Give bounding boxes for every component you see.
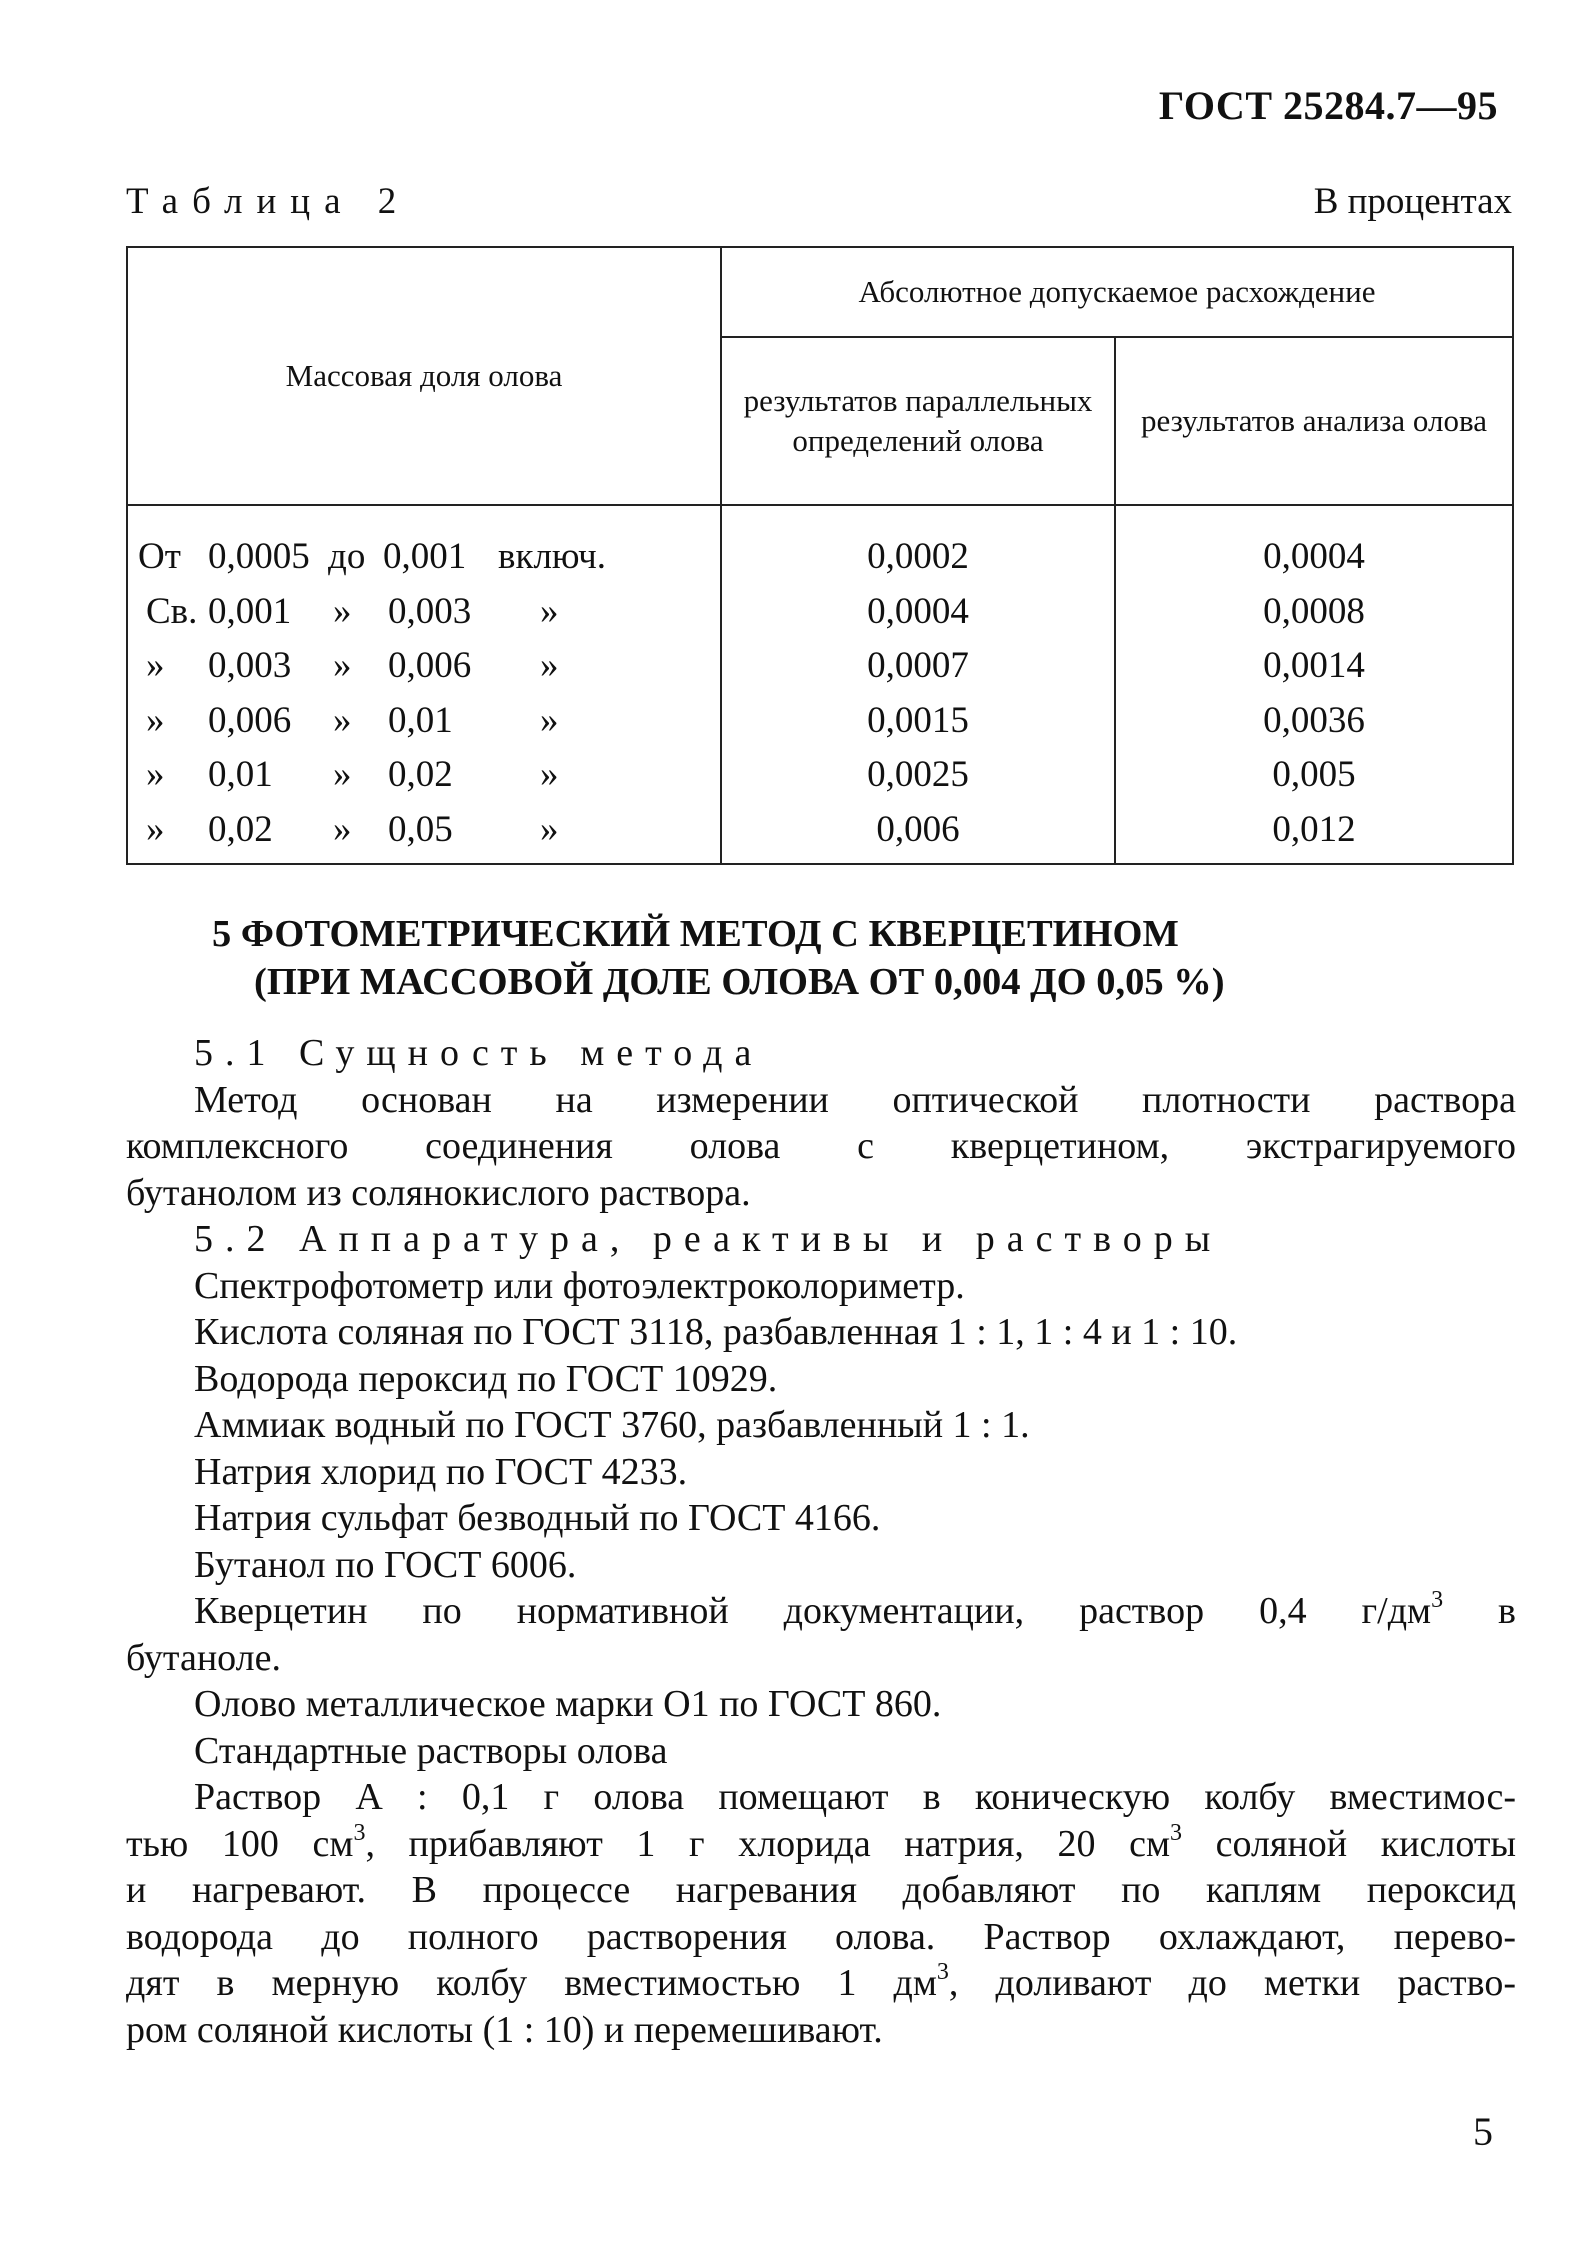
- range-prefix: »: [146, 645, 165, 686]
- mass-fraction-range: [128, 639, 720, 694]
- analysis-value: 0,0008: [1263, 590, 1365, 632]
- subsection-5-2-heading: 5.2 Аппаратура, реактивы и растворы: [194, 1218, 1223, 1260]
- analysis-value: 0,0004: [1263, 536, 1365, 577]
- paragraph-line: бутаноле.: [126, 1636, 281, 1679]
- range-suffix: »: [540, 590, 559, 632]
- header-analysis-results: результатов анализа олова: [1115, 337, 1513, 505]
- table-units: В процентах: [1313, 181, 1512, 222]
- mass-fraction-range: [128, 585, 720, 640]
- range-from: 0,006: [208, 699, 292, 741]
- mass-fraction-range: [128, 748, 720, 803]
- range-mid: »: [333, 645, 352, 686]
- range-to: 0,006: [388, 645, 472, 686]
- paragraph-line: Метод основан на измерении оптической плотности раствора: [194, 1078, 1516, 1121]
- parallel-value: 0,0004: [867, 590, 969, 632]
- range-suffix: »: [540, 808, 559, 850]
- analysis-value: 0,0036: [1263, 699, 1365, 741]
- range-from: 0,01: [208, 754, 273, 795]
- range-suffix: включ.: [498, 536, 607, 577]
- list-item: Натрия сульфат безводный по ГОСТ 4166.: [194, 1497, 881, 1539]
- list-item: Водорода пероксид по ГОСТ 10929.: [194, 1357, 778, 1400]
- range-prefix: Св.: [146, 590, 198, 632]
- list-item: Натрия хлорид по ГОСТ 4233.: [194, 1450, 688, 1493]
- page-number: 5: [1473, 2109, 1493, 2154]
- range-mid: »: [333, 699, 352, 741]
- range-prefix: От: [138, 536, 181, 577]
- parallel-value: 0,0015: [867, 699, 969, 741]
- range-to: 0,01: [388, 699, 453, 741]
- body-text: [126, 1030, 1516, 2053]
- mass-fraction-range: [128, 530, 720, 585]
- range-mid: »: [333, 590, 352, 632]
- paragraph-line: водорода до полного растворения олова. Раствор охлаждают, перево-: [126, 1915, 1516, 1958]
- list-item: Аммиак водный по ГОСТ 3760, разбавленный 1 : 1.: [194, 1404, 1030, 1446]
- header-mass-fraction: Массовая доля олова: [127, 247, 721, 505]
- mass-fraction-range: [128, 803, 720, 858]
- mass-fraction-column: [127, 505, 721, 864]
- list-item: Кислота соляная по ГОСТ 3118, разбавленная 1 : 1, 1 : 4 и 1 : 10.: [194, 1311, 1238, 1353]
- subsection-5-1-heading: 5.1 Сущность метода: [194, 1032, 764, 1074]
- range-suffix: »: [540, 754, 559, 795]
- header-abs-discrepancy: Абсолютное допускаемое расхождение: [721, 247, 1513, 337]
- section-5-title: [212, 910, 1225, 1006]
- range-suffix: »: [540, 645, 559, 686]
- range-from: 0,02: [208, 808, 273, 850]
- range-to: 0,02: [388, 754, 453, 795]
- range-to: 0,05: [388, 808, 453, 850]
- parallel-value: 0,006: [876, 808, 960, 850]
- paragraph-line: бутанолом из солянокислого раствора.: [126, 1171, 751, 1214]
- range-mid: »: [333, 754, 352, 795]
- analysis-value: 0,0014: [1263, 645, 1365, 686]
- range-to: 0,001: [383, 536, 467, 577]
- range-prefix: »: [146, 699, 165, 741]
- parallel-value: 0,0007: [867, 645, 969, 686]
- paragraph-line: тью 100 $см^3$, прибавляют 1 г хлорида натрия, 20 $см^3$ соляной кислоты: [126, 1819, 1516, 1865]
- range-mid: до: [328, 536, 366, 577]
- range-prefix: »: [146, 754, 165, 795]
- header-parallel-results: результатов параллельных определений олова: [721, 337, 1115, 505]
- analysis-value: 0,012: [1272, 808, 1356, 850]
- range-suffix: »: [540, 699, 559, 741]
- paragraph-line: и нагревают. В процессе нагревания добавляют по каплям пероксид: [126, 1869, 1516, 1911]
- parallel-value: 0,0025: [867, 754, 969, 795]
- paragraph-line: дят в мерную колбу вместимостью 1 $дм^3$, доливают до метки раство-: [126, 1959, 1516, 2004]
- list-item: Кверцетин по нормативной документации, раствор 0,4 $г/дм^3$ в: [194, 1587, 1516, 1632]
- list-item: Спектрофотометр или фотоэлектроколориметр.: [194, 1264, 965, 1307]
- analysis-column: [1115, 505, 1513, 864]
- parallel-column: [721, 505, 1115, 864]
- table-caption-row: [126, 180, 1512, 230]
- parallel-value: 0,0002: [867, 536, 969, 577]
- range-mid: »: [333, 808, 352, 850]
- range-from: 0,0005: [208, 536, 310, 577]
- document-code: ГОСТ 25284.7—95: [1158, 83, 1498, 128]
- section-title-line-1: 5 ФОТОМЕТРИЧЕСКИЙ МЕТОД С КВЕРЦЕТИНОМ: [212, 913, 1179, 955]
- section-title-line-2: (ПРИ МАССОВОЙ ДОЛЕ ОЛОВА ОТ 0,004 ДО 0,05 %): [254, 961, 1225, 1003]
- range-prefix: »: [146, 808, 165, 850]
- range-from: 0,003: [208, 645, 292, 686]
- paragraph-line: комплексного соединения олова с кверцетином, экстрагируемого: [126, 1125, 1516, 1167]
- list-item: Бутанол по ГОСТ 6006.: [194, 1543, 577, 1586]
- tolerance-table: [126, 246, 1514, 865]
- mass-fraction-range: [128, 694, 720, 749]
- range-from: 0,001: [208, 590, 292, 632]
- analysis-value: 0,005: [1272, 754, 1356, 795]
- paragraph-line: Раствор А : 0,1 г олова помещают в коническую колбу вместимос-: [194, 1776, 1516, 1818]
- paragraph-line: ром соляной кислоты (1 : 10) и перемешивают.: [126, 2008, 883, 2051]
- range-to: 0,003: [388, 590, 472, 632]
- list-item: Олово металлическое марки О1 по ГОСТ 860.: [194, 1683, 942, 1725]
- list-item: Стандартные растворы олова: [194, 1729, 668, 1772]
- table-caption: Таблица 2: [126, 181, 411, 222]
